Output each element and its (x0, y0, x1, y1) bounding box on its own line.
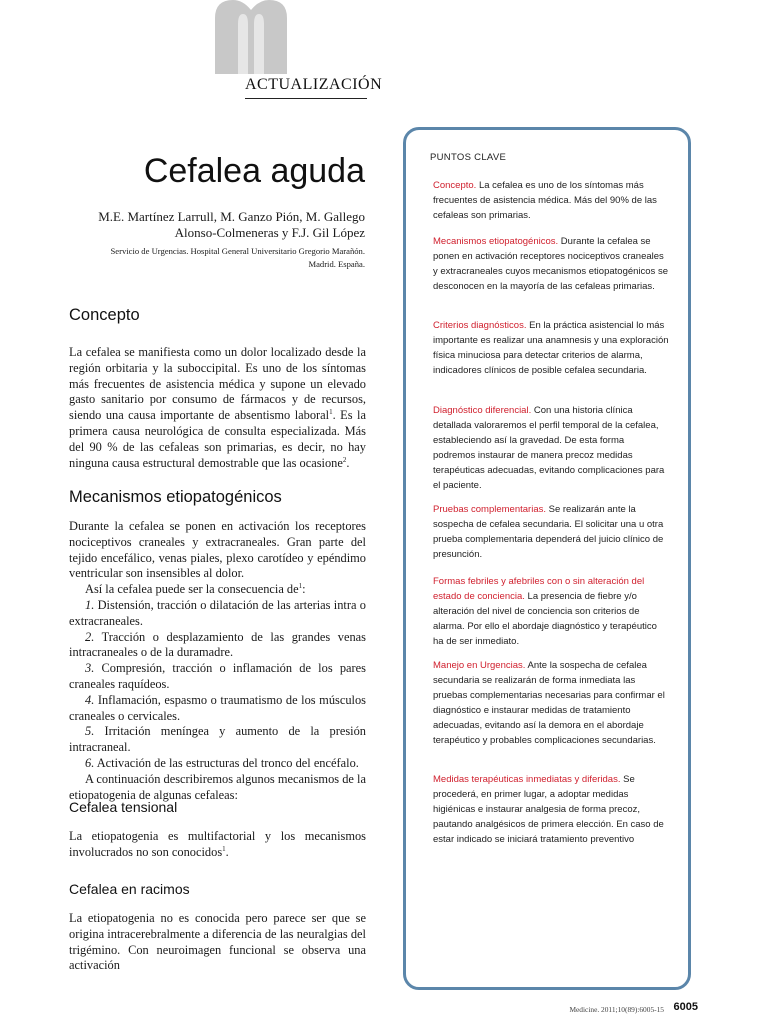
paragraph: La cefalea se manifiesta como un dolor localizado desde la región orbitaria y la suboccipital. Es uno de los síntomas más frecuentes de asistencia médica y supone un elevado gasto sanitario por consumo de fármacos y de recursos, siendo una causa importante de absentismo laboral$^1$. Es la primera causa neurológica de consulta especializada. Más del 90 % de las cefaleas son primarias, es decir, no hay ninguna causa estructural demostrable que las ocasione$^2$. (69, 345, 366, 470)
authors-line: Alonso-Colmeneras y F.J. Gil López (174, 225, 365, 240)
list-item: 3. Compresión, tracción o inflamación de los pares craneales raquídeos. (69, 661, 366, 691)
paragraph: Así la cefalea puede ser la consecuencia $de^1$: (85, 582, 306, 597)
heading-cefalea-racimos: Cefalea en racimos (69, 881, 190, 897)
affiliation (45, 245, 365, 271)
list-item: 2. Tracción o desplazamiento de las grandes venas intracraneales o de la duramadre. (69, 629, 366, 660)
mecanismos-body (69, 519, 366, 803)
list-item: 6. Activación de las estructuras del tronco del encéfalo. (85, 755, 359, 770)
paragraph: La etiopatogenia no es conocida pero parece ser que se origina intracerebralmente a diferencia de las neuralgias del trigémino. Con neuroimagen funcional se observa una activación (69, 911, 366, 973)
paragraph: A continuación describiremos algunos mecanismos de la etiopatogenia de algunas cefaleas: (69, 771, 366, 802)
heading-mecanismos: Mecanismos etiopatogénicos (69, 488, 282, 506)
key-point-item: Diagnóstico diferencial. Con una historia clínica detallada valoraremos el perfil temporal de la cefalea, estableciendo así la gravedad. De esta forma podremos instaurar de manera precoz medidas terapéuticas adecuadas, evitando complicaciones para el paciente. (433, 405, 665, 491)
journal-logo-m-icon (213, 0, 289, 74)
list-item: 4. Inflamación, espasmo o traumatismo de los músculos craneales o cervicales. (69, 692, 366, 723)
concepto-body (69, 345, 366, 471)
heading-concepto: Concepto (69, 306, 140, 324)
authors-line: M.E. Martínez Larrull, M. Ganzo Pión, M. Gallego (98, 209, 365, 224)
affiliation-line: Madrid. España. (308, 259, 365, 269)
authors (45, 209, 365, 241)
tensional-body (69, 829, 366, 861)
paragraph: La etiopatogenia es multifactorial y los mecanismos involucrados no son conocidos$^1$. (69, 829, 366, 859)
footer-citation: Medicine. 2011;10(89):6005-15 (569, 1005, 664, 1014)
key-point-item: Manejo en Urgencias. Ante la sospecha de cefalea secundaria se realizarán de forma inmediata las pruebas complementarias necesarias para confirmar el diagnóstico e instaurar medidas de tratamiento adecuadas, evitando así la demora en el abordaje terapéutico y probables complicaciones secundarias. (433, 660, 665, 746)
paragraph: Durante la cefalea se ponen en activación los receptores nociceptivos craneales y extracraneales. Gran parte del tejido encefálico, venas piales, plexo carotídeo y epéndimo ventricular son insensibles al dolor. (69, 519, 366, 581)
key-point-item: Formas febriles y afebriles con o sin alteración del estado de conciencia. La presencia de fiebre y/o alteración del nivel de conciencia son criterios de alarma. Por ello el abordaje diagnóstico y terapéutico ha de ser inmediato. (433, 576, 657, 647)
page-number: 6005 (673, 1001, 698, 1013)
heading-cefalea-tensional: Cefalea tensional (69, 799, 178, 815)
list-item: 1. Distensión, tracción o dilatación de las arterias intra o extracraneales. (69, 597, 366, 628)
key-points-heading: PUNTOS CLAVE (430, 152, 507, 163)
section-label: ACTUALIZACIÓN (245, 76, 383, 93)
key-point-item: Pruebas complementarias. Se realizarán ante la sospecha de cefalea secundaria. El solicitar una u otra prueba complementaria dependerá del juicio clínico de presunción. (433, 504, 664, 560)
affiliation-line: Servicio de Urgencias. Hospital General Universitario Gregorio Marañón. (110, 246, 365, 256)
header-rule (245, 98, 367, 99)
key-point-item: Criterios diagnósticos. En la práctica asistencial lo más importante es realizar una anamnesis y una exploración física minuciosa para detectar criterios de alarma, indicadores clínicos de posible cefalea secundaria. (433, 320, 669, 376)
list-item: 5. Irritación meníngea y aumento de la presión intracraneal. (69, 724, 366, 755)
key-point-item: Medidas terapéuticas inmediatas y diferidas. Se procederá, en primer lugar, a adoptar medidas higiénicas e instaurar analgesia de forma precoz, pautando analgésicos de primera elección. En caso de estar indicado se iniciará tratamiento preventivo (433, 774, 664, 845)
racimos-body (69, 911, 366, 974)
key-point-item: Mecanismos etiopatogénicos. Durante la cefalea se ponen en activación receptores nociceptivos craneales y extracraneales cuyos mecanismos etiopatogénicos se desconocen en la mayoría de las cefaleas primarias. (433, 236, 668, 292)
article-title: Cefalea aguda (143, 152, 365, 190)
key-point-item: Concepto. La cefalea es uno de los síntomas más frecuentes de asistencia médica. Más del 90% de las cefaleas son primarias. (433, 180, 657, 221)
